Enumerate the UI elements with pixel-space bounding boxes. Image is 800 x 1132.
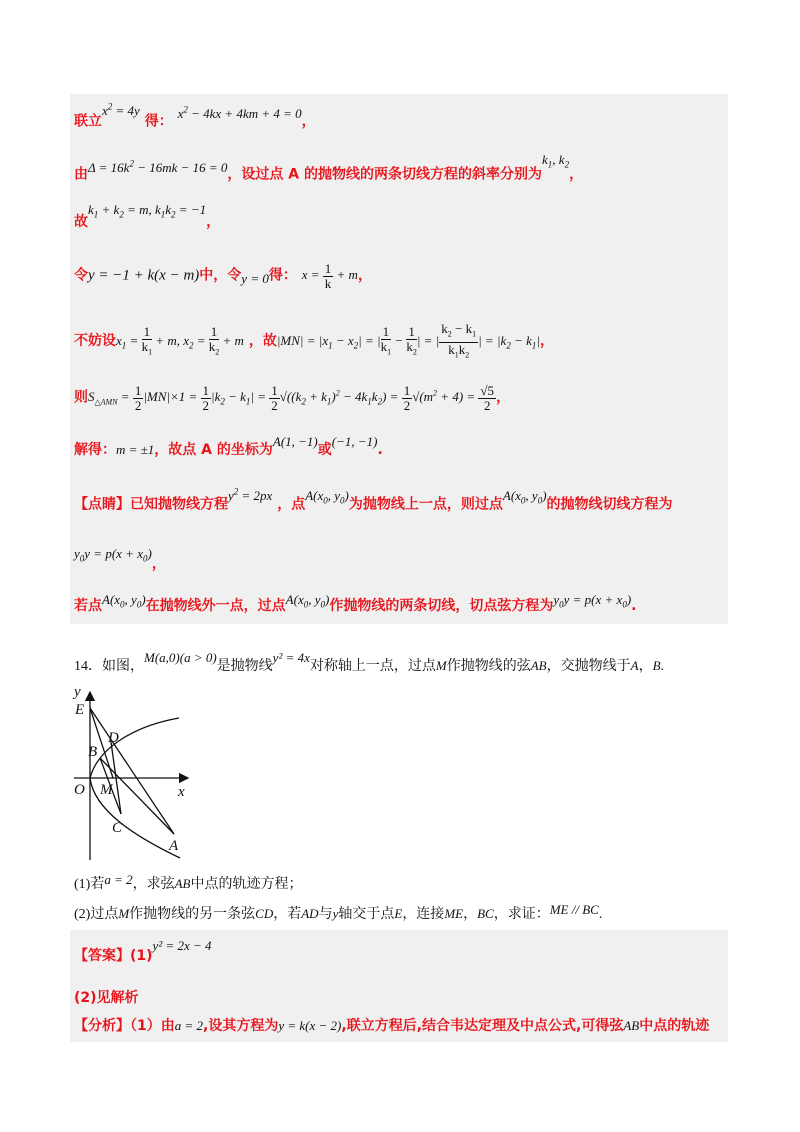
text: ,联立方程后,结合韦达定理及中点公式,可得弦	[341, 1018, 624, 1034]
answer-label: 【答案】(1)	[74, 948, 153, 964]
math-cd: CD	[255, 906, 274, 921]
text: (2)过点	[74, 907, 119, 922]
label-m: M	[100, 782, 113, 798]
math-ab: AB	[530, 658, 547, 673]
math-a-eq-2: a = 2	[174, 1018, 204, 1033]
text: ，	[206, 214, 221, 230]
text: .	[598, 907, 603, 922]
math-eq-quadratic: $x^2 - 4kx + 4km + 4 = 0$	[177, 105, 302, 122]
text: 或	[317, 442, 332, 458]
math-x1-x2: $x_1$ = $\frac{1}{k_1}$ + m, $x_2$ = $\frac{1}{k_2}$ + m	[116, 323, 244, 357]
text: 【点睛】已知抛物线方程	[74, 496, 228, 513]
math-point-a-x0y0: $A(x_0$, $y_0$)	[305, 488, 349, 506]
math-m: M	[118, 906, 130, 921]
text: ，设过点 A 的抛物线的两条切线方程的斜率分别为	[227, 166, 543, 183]
text: 中，令	[199, 267, 242, 284]
text: 则	[74, 389, 88, 406]
math-answer-1: y² = 2x − 4	[152, 938, 212, 953]
math-line-k: y = k(x − 2)	[278, 1018, 342, 1033]
text: 得：	[268, 267, 297, 284]
text: .	[660, 659, 665, 674]
text: 为抛物线上一点，则过点	[348, 496, 503, 513]
text: ，	[496, 389, 511, 406]
label-o: O	[74, 782, 85, 798]
text: 得：	[144, 113, 173, 130]
text: ，交抛物线于	[546, 659, 631, 674]
math-me: ME	[444, 906, 464, 921]
text: ，点	[277, 496, 306, 513]
solution-line-1	[74, 102, 316, 131]
math-y0: y = 0	[241, 271, 269, 287]
solution-line-3	[74, 202, 221, 237]
text: ，若	[273, 907, 302, 922]
solution-line-6	[74, 384, 510, 413]
math-ab: AB	[623, 1018, 640, 1033]
math-point-a-x0y0: $A(x_0$, $y_0$)	[285, 592, 330, 610]
label-d: D	[108, 730, 119, 746]
text: ，	[151, 556, 166, 572]
math-discriminant: $\Delta = 16k^2 - 16mk - 16 = 0$	[88, 159, 228, 176]
text: ，	[638, 659, 653, 674]
text: .	[377, 442, 383, 458]
text: ，	[539, 333, 554, 350]
answer-line-2	[74, 988, 139, 1008]
label-y: y	[74, 686, 81, 700]
text: 轴交于点	[338, 907, 395, 922]
label-c: C	[112, 820, 123, 836]
text: .	[631, 598, 637, 614]
math-a-eq-2: a = 2	[104, 872, 133, 887]
label-x: x	[178, 784, 185, 800]
text: 联立	[74, 113, 102, 130]
text: ,设其方程为	[203, 1018, 279, 1034]
text: 的抛物线切线方程为	[546, 496, 673, 513]
solution-line-4	[74, 262, 372, 291]
text: ，	[463, 907, 478, 922]
text: 故	[74, 214, 88, 230]
problem-14-statement	[74, 650, 665, 677]
text: 是抛物线	[216, 659, 273, 674]
text: 中点的轨迹	[639, 1018, 710, 1034]
text: ，求弦	[132, 877, 175, 892]
text: 作抛物线的弦	[446, 659, 531, 674]
solution-line-7	[74, 434, 383, 460]
math-point-m: M(a,0)(a > 0)	[144, 650, 217, 665]
solution-line-5	[74, 322, 554, 362]
text: 由	[74, 166, 88, 183]
solution-line-2	[74, 152, 584, 189]
math-parabola-2px: $y^2 = 2px$	[228, 487, 273, 504]
math-x-solution: x = $\frac{1}{k}$ + m	[301, 261, 358, 291]
text: ，求证：	[493, 907, 550, 922]
math-point-a1: A(1, −1)	[272, 434, 318, 449]
math-y: y	[332, 906, 339, 921]
text: 若点	[74, 598, 102, 614]
math-point-a2: (−1, −1)	[331, 434, 378, 449]
problem-number: 14．如图，	[74, 659, 144, 674]
math-parabola-4x: y² = 4x	[272, 650, 310, 665]
math-bc: BC	[477, 906, 494, 921]
text: 【分析】（1）由	[74, 1018, 175, 1034]
answer-part-2: (2)见解析	[74, 990, 139, 1006]
label-a: A	[169, 838, 179, 854]
text: 在抛物线外一点，过点	[145, 598, 286, 614]
text: ，	[301, 113, 316, 130]
parabola-figure	[64, 686, 204, 866]
text: 令	[74, 267, 88, 284]
text: ，	[357, 267, 372, 284]
math-area: $S_{\triangle AMN}$ = $\frac{1}{2}$ |MN|×1 = $\frac{1}{2}$ $|k_2 - k_1|$ = $\frac{1}{2}$ $√((k_2 + k_1)^2 - 4k_1k_2)$ = $\frac{1}{2}$ $√(m^2 + 4)$ = $\frac{√5}{2}$	[88, 383, 495, 413]
text: 作抛物线的另一条弦	[129, 907, 256, 922]
text: ，连接	[402, 907, 445, 922]
math-mn-length: $|MN| = |x_1 - x_2|$ = | $\frac{1}{k_1}$ − $\frac{1}{k_2}$ | = | $\frac{k_2 - k_1}{k_1k_2}$ | = $|k_2 - k_1|$	[276, 321, 540, 360]
math-m-pm1: m = ±1	[116, 442, 155, 457]
math-b: B	[652, 658, 661, 673]
math-a: A	[630, 658, 639, 673]
math-tangent-eq: $y_0y = p(x + x_0)$	[74, 546, 152, 564]
text: ，	[569, 166, 584, 183]
analysis-line	[74, 1016, 709, 1036]
math-vieta: $k_1 + k_2 = m$, $k_1k_2 = -1$	[88, 202, 207, 220]
math-ab: AB	[174, 876, 191, 891]
text: 与	[318, 907, 333, 922]
math-eq-x2-4y: $x^2 = 4y$	[102, 102, 140, 119]
text: 对称轴上一点，过点	[309, 659, 436, 674]
answer-line-1	[74, 938, 212, 966]
math-chord-eq: $y_0y = p(x + x_0)$	[553, 592, 632, 610]
text: (1)若	[74, 877, 105, 892]
text: 解得：	[74, 442, 116, 458]
text: 不妨设	[74, 333, 116, 350]
math-e: E	[394, 906, 403, 921]
text: 中点的轨迹方程；	[190, 877, 303, 892]
math-point-a-x0y0: $A(x_0$, $y_0$)	[502, 488, 547, 506]
text: ，故点 A 的坐标为	[154, 442, 273, 458]
problem-part-2	[74, 904, 602, 925]
math-m: M	[435, 658, 447, 673]
math-me-parallel-bc: ME // BC	[549, 902, 599, 917]
note-line-2	[74, 544, 166, 572]
line-ea	[90, 708, 174, 834]
text: 作抛物线的两条切线，切点弦方程为	[329, 598, 554, 614]
problem-part-1	[74, 874, 303, 895]
math-ad: AD	[301, 906, 319, 921]
text: ，故	[248, 333, 277, 350]
math-point-a-x0y0: $A(x_0$, $y_0$)	[102, 592, 146, 610]
note-line-3	[74, 592, 637, 621]
note-line-1	[74, 487, 673, 519]
label-e: E	[75, 702, 85, 718]
math-k1-k2: $k_1$, $k_2$	[542, 152, 570, 170]
math-line-eq: y = −1 + k(x − m)	[88, 267, 200, 284]
label-b: B	[88, 744, 98, 760]
